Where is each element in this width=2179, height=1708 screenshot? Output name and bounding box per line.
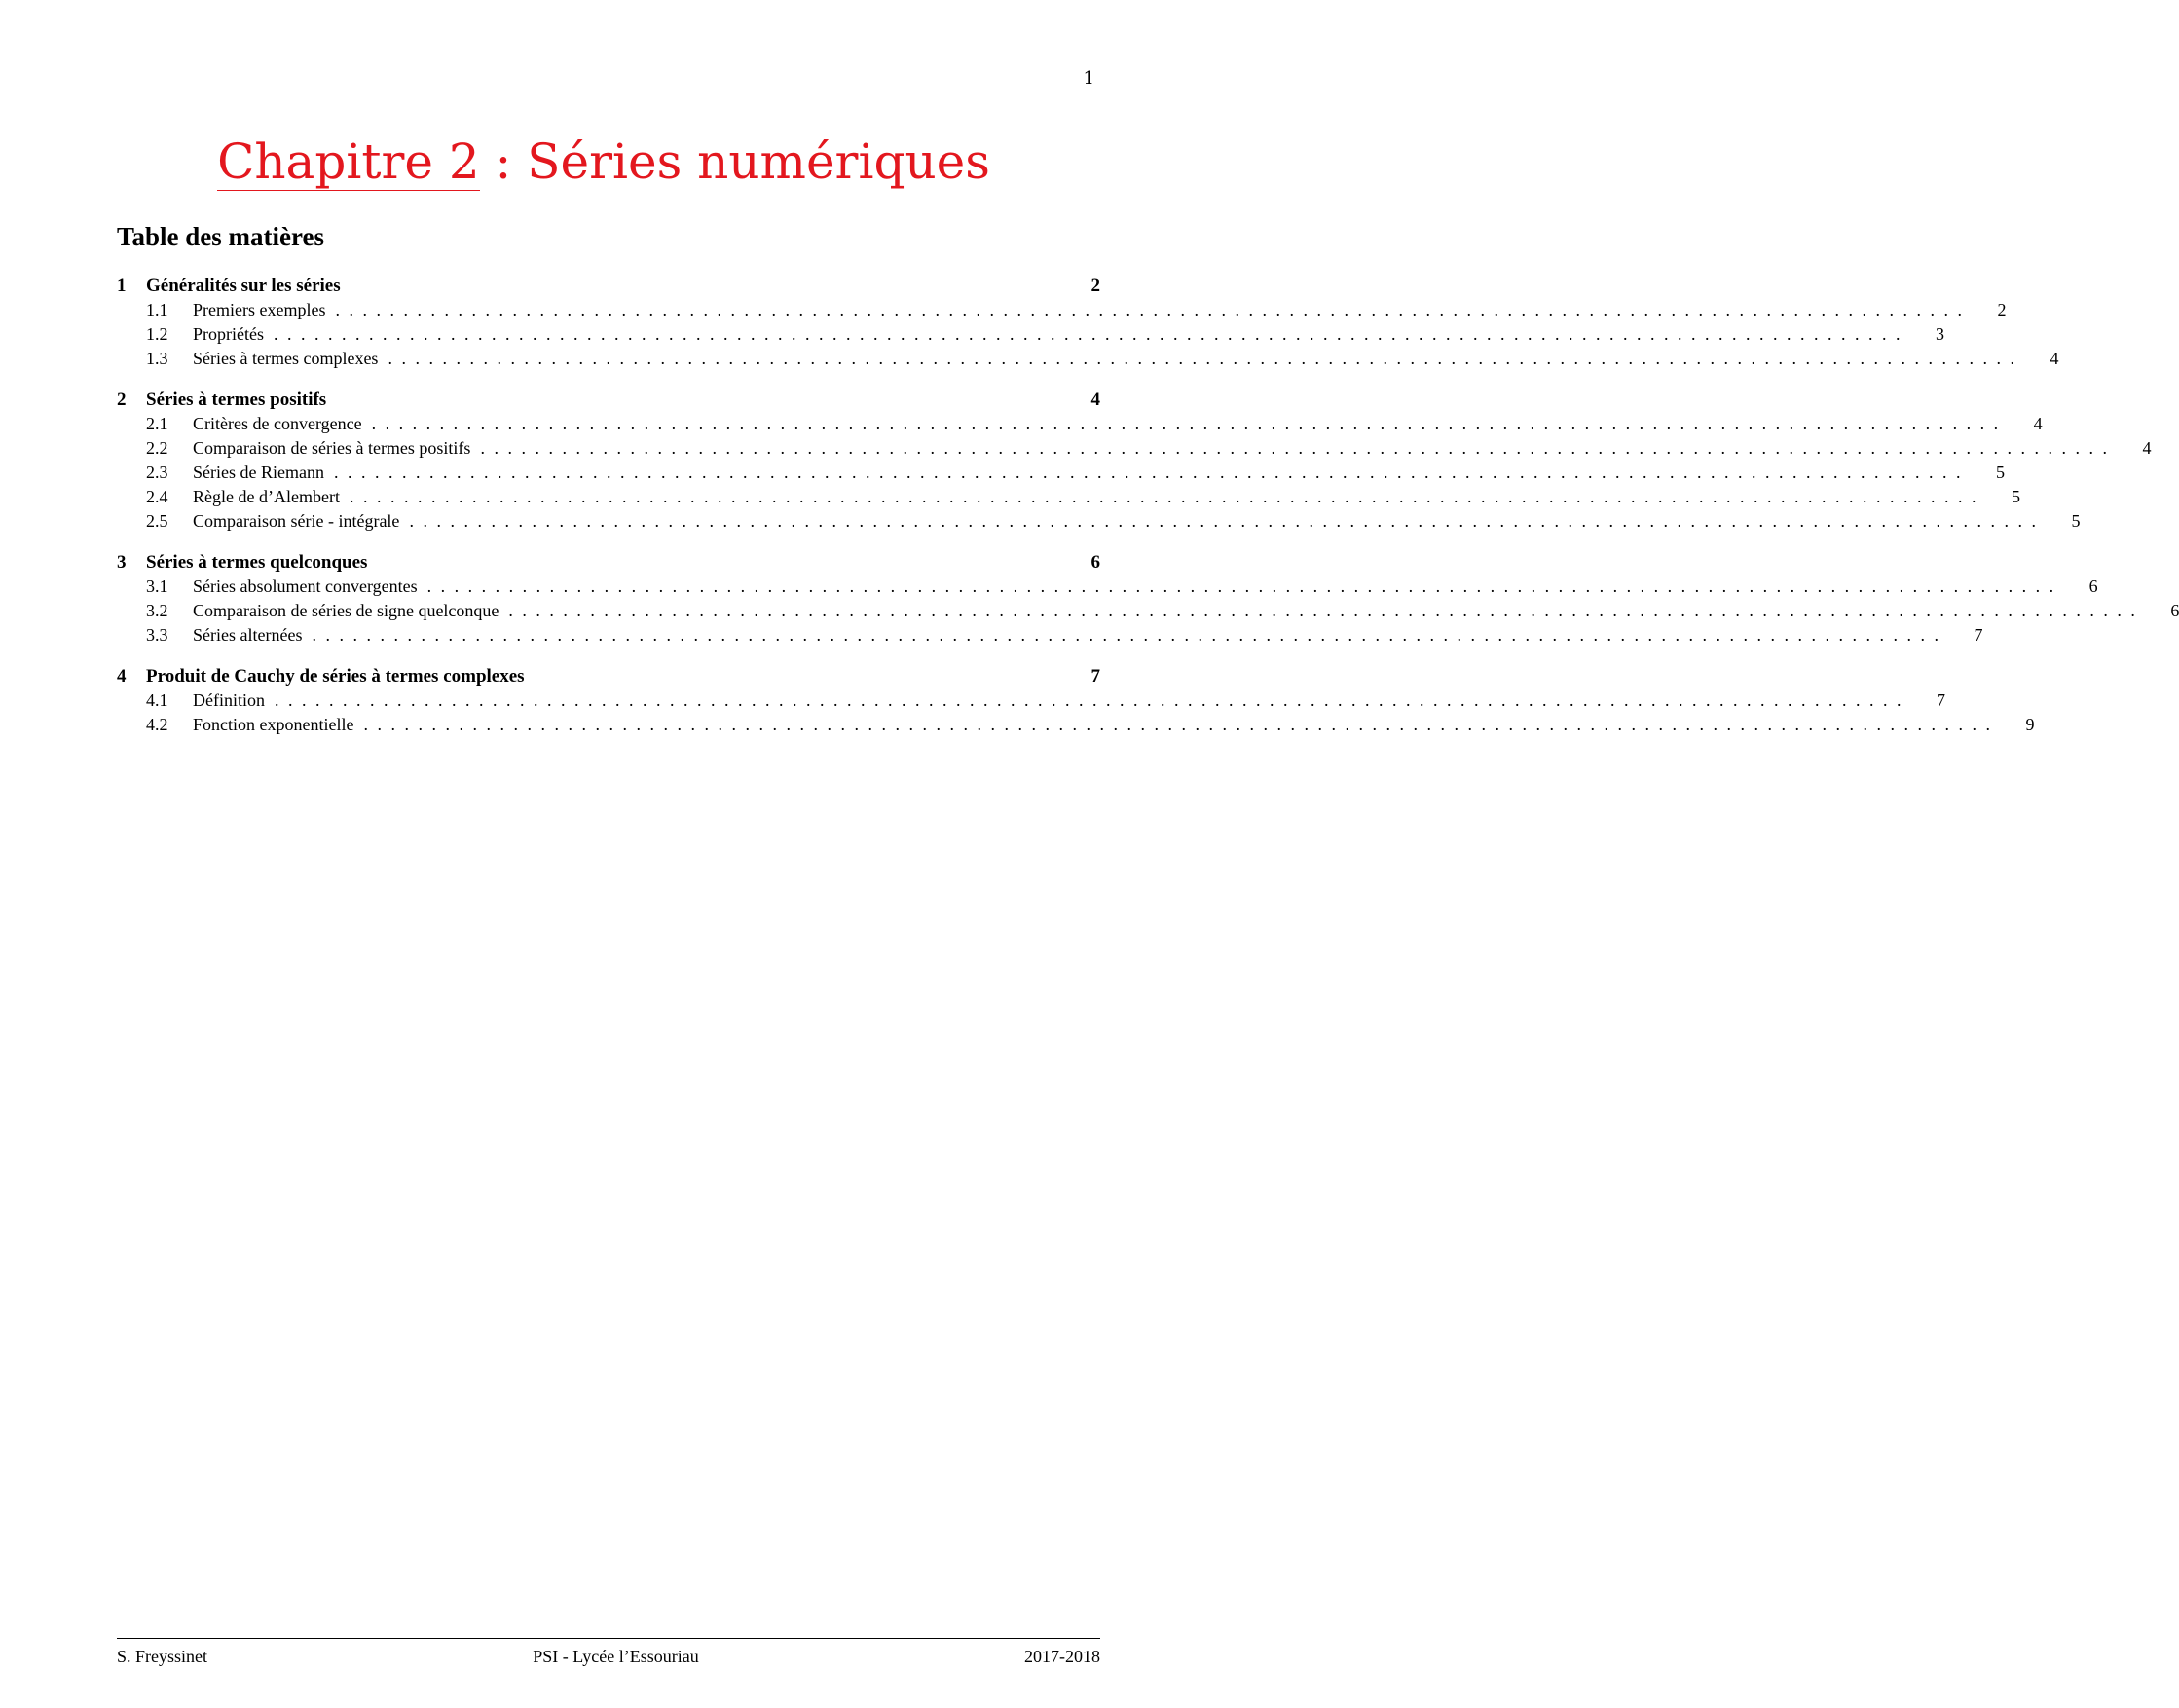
toc-dot-leader: ........................................................................................................................ (480, 438, 2117, 458)
toc-section (117, 388, 2152, 534)
toc-section-title: Généralités sur les séries (146, 276, 341, 296)
toc-section (117, 550, 2179, 648)
toc-section-number: 4 (117, 666, 127, 687)
toc-dot-leader: ........................................................................................................................ (335, 300, 1972, 319)
toc-subsection-page: 5 (2011, 487, 2020, 506)
toc-section-entry[interactable] (117, 550, 1100, 575)
toc-subsection-page: 4 (2142, 438, 2152, 458)
toc-subsection-number: 2.4 (146, 487, 168, 506)
toc-subsection-entry[interactable] (117, 322, 1944, 347)
toc-section-number: 2 (117, 390, 127, 410)
toc-subsection-entry[interactable] (117, 436, 2152, 461)
toc-section-entry[interactable] (117, 274, 1100, 298)
toc-subsection-title: Comparaison série - intégrale (193, 511, 400, 531)
toc-subsection-page: 9 (2025, 715, 2035, 734)
toc-subsection-entry[interactable] (117, 623, 1983, 648)
toc-section-number: 1 (117, 276, 127, 296)
toc-subsection-page: 4 (2050, 349, 2059, 368)
toc-subsection-number: 2.2 (146, 438, 168, 458)
toc-dot-leader: ........................................................................................................................ (388, 349, 2024, 368)
footer-author: S. Freyssinet (117, 1647, 208, 1666)
toc-subsection-page: 6 (2088, 576, 2098, 596)
toc-subsection-number: 1.1 (146, 300, 168, 319)
toc-dot-leader: ........................................................................................................................ (409, 511, 2046, 531)
toc-section-title: Produit de Cauchy de séries à termes complexes (146, 666, 525, 687)
toc-dot-leader: ........................................................................................................................ (426, 576, 2063, 596)
toc-dot-leader: ........................................................................................................................ (363, 715, 2000, 734)
toc-subsection-page: 5 (1995, 463, 2005, 482)
toc-subsection-page: 7 (1937, 690, 1945, 710)
toc-section-title: Séries à termes quelconques (146, 552, 368, 573)
toc-subsection-entry[interactable] (117, 688, 1945, 713)
toc-subsection-title: Fonction exponentielle (193, 715, 354, 734)
toc-subsection-number: 1.2 (146, 324, 168, 344)
toc-subsection-title: Critères de convergence (193, 414, 362, 433)
table-of-contents (117, 274, 2179, 754)
toc-subsection-title: Séries absolument convergentes (193, 576, 418, 596)
toc-subsection-number: 3.2 (146, 601, 168, 620)
toc-subsection-title: Séries à termes complexes (193, 349, 379, 368)
toc-subsection-title: Règle de d’Alembert (193, 487, 340, 506)
toc-subsection-title: Propriétés (193, 324, 264, 344)
toc-subsection-entry[interactable] (117, 575, 2098, 599)
toc-dot-leader: ........................................................................................................................ (273, 324, 1909, 344)
chapter-title (0, 132, 1207, 191)
toc-section (117, 664, 2035, 737)
toc-section-page: 2 (1090, 276, 1100, 296)
toc-subsection-title: Comparaison de séries de signe quelconque (193, 601, 499, 620)
toc-subsection-number: 2.3 (146, 463, 168, 482)
page-footer (117, 1647, 1100, 1667)
toc-subsection-entry[interactable] (117, 461, 2005, 485)
toc-subsection-number: 3.3 (146, 625, 168, 645)
page-number: 1 (1083, 68, 1094, 89)
toc-subsection-number: 2.5 (146, 511, 168, 531)
chapter-title-rest: : Séries numériques (479, 133, 990, 190)
toc-subsection-page: 6 (2170, 601, 2179, 620)
toc-section-entry[interactable] (117, 664, 1100, 688)
toc-subsection-number: 1.3 (146, 349, 168, 368)
toc-dot-leader: ........................................................................................................................ (508, 601, 2145, 620)
toc-dot-leader: ........................................................................................................................ (349, 487, 1985, 506)
toc-subsection-entry[interactable] (117, 412, 2043, 436)
toc-subsection-page: 3 (1935, 324, 1944, 344)
toc-section-page: 4 (1090, 390, 1100, 410)
toc-subsection-entry[interactable] (117, 298, 2007, 322)
toc-section-number: 3 (117, 552, 127, 573)
toc-subsection-page: 4 (2033, 414, 2043, 433)
toc-subsection-title: Définition (193, 690, 265, 710)
toc-subsection-number: 3.1 (146, 576, 168, 596)
toc-subsection-title: Séries de Riemann (193, 463, 324, 482)
toc-subsection-page: 7 (1974, 625, 1983, 645)
toc-subsection-entry[interactable] (117, 599, 2179, 623)
toc-heading: Table des matières (117, 222, 324, 251)
toc-subsection-entry[interactable] (117, 347, 2059, 371)
footer-school: PSI - Lycée l’Essouriau (533, 1647, 699, 1666)
toc-dot-leader: ........................................................................................................................ (371, 414, 2008, 433)
toc-subsection-page: 2 (1997, 300, 2007, 319)
toc-subsection-number: 2.1 (146, 414, 168, 433)
toc-subsection-title: Comparaison de séries à termes positifs (193, 438, 471, 458)
toc-subsection-entry[interactable] (117, 485, 2020, 509)
toc-subsection-entry[interactable] (117, 713, 2035, 737)
toc-subsection-entry[interactable] (117, 509, 2081, 534)
toc-subsection-page: 5 (2071, 511, 2081, 531)
toc-dot-leader: ........................................................................................................................ (275, 690, 1910, 710)
chapter-title-prefix[interactable]: Chapitre 2 (217, 133, 480, 190)
toc-section-page: 7 (1090, 666, 1100, 687)
toc-subsection-number: 4.1 (146, 690, 168, 710)
toc-section-page: 6 (1090, 552, 1100, 573)
toc-section (117, 274, 2059, 371)
toc-subsection-title: Séries alternées (193, 625, 303, 645)
toc-dot-leader: ........................................................................................................................ (333, 463, 1970, 482)
toc-section-title: Séries à termes positifs (146, 390, 327, 410)
footer-rule (117, 1638, 1100, 1639)
toc-dot-leader: ........................................................................................................................ (312, 625, 1948, 645)
footer-year: 2017-2018 (1023, 1647, 1100, 1666)
toc-section-entry[interactable] (117, 388, 1100, 412)
toc-subsection-title: Premiers exemples (193, 300, 326, 319)
toc-subsection-number: 4.2 (146, 715, 168, 734)
